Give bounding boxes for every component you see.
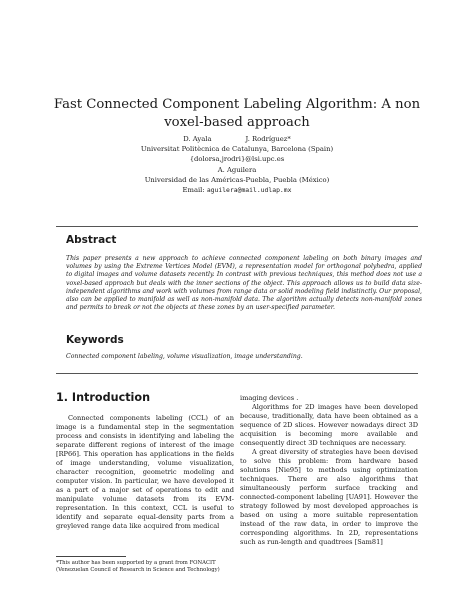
author-emails: {dolorsa,jrodri}@lsi.upc.es <box>189 155 285 164</box>
paragraph: Connected components labeling (CCL) of an image is a fundamental step in the segmentation process and consists in identifying and labeling the separate different regions of interest of the image [RP66]. This operation has applications in the fields of image understanding, volume visualization, character recognition, geometric modeling and computer vision. In particular, we have developed it as a part of a major set of operations to edit and manipulate volume datasets from its EVM-representation. In this context, CCL is useful to identify and separate equal-density parts from a greyleved range data like acquired from medical <box>56 414 234 530</box>
abstract-body: This paper presents a new approach to achieve connected component labeling on both binary images and volumes by using the Extreme Vertices Model (EVM), a representation model for orthogonal polyhedra, applied to digital images and volume datasets recently. In contrast with previous techniques, this method does not use a voxel-based approach but deals with the inner sections of the object. This approach allows us to build data size-independent algorithms and work with volumes from range data or solid modeling field indistinctly. Our proposal, also can be applied to manifold as well as non-manifold data. The algorithm actually detects non-manifold zones and permits to break or not the objects at these zones by an user-specified parameter. <box>66 255 422 312</box>
affiliation: Universidad de las Américas-Puebla, Puebla (México) <box>144 175 330 184</box>
abstract-bottom-rule <box>56 373 418 374</box>
author-block <box>40 134 434 195</box>
author-email-line <box>40 185 434 195</box>
text-column-left <box>56 414 234 531</box>
email-label: Email: <box>182 186 205 195</box>
abstract-heading: Abstract <box>66 234 117 246</box>
author-names-row <box>40 134 434 144</box>
paragraph: imaging devices . <box>240 394 299 402</box>
keywords-heading: Keywords <box>66 334 124 346</box>
footnote-rule <box>56 556 126 557</box>
abstract-top-rule <box>56 226 418 227</box>
author-name: D. Ayala <box>183 135 212 143</box>
paragraph: A great diversity of strategies have been devised to solve this problem: from hardware based solutions [Nie95] to methods using optimization techniques. There are also algorithms that simultaneously perform surface tracking and connected-component labeling [UA91]. However the strategy followed by most developed approaches is based on using a more suitable representation instead of the raw data, in order to improve the corresponding algorithms. In 2D, representations such as run-length and quadtrees [Sam81] <box>240 448 418 546</box>
author-name: J. Rodríguez* <box>245 135 291 143</box>
keywords-body: Connected component labeling, volume visualization, image understanding. <box>66 353 303 360</box>
affiliation: Universitat Politècnica de Catalunya, Barcelona (Spain) <box>140 145 334 154</box>
author-name: A. Aguilera <box>217 165 257 174</box>
paper-title: Fast Connected Component Labeling Algorithm: A non voxel-based approach <box>53 97 421 130</box>
footnote: *This author has been supported by a grant from FONACIT (Venezuelan Council of Research in Science and Technology) <box>56 560 220 574</box>
author-email: aguilera@mail.udlap.mx <box>206 186 292 195</box>
section-heading-introduction: 1. Introduction <box>56 391 151 404</box>
text-column-right <box>240 394 418 547</box>
paragraph: Algorithms for 2D images have been developed because, traditionally, data have been obtained as a sequence of 2D slices. However nowadays direct 3D acquisition is becoming more available and consequently direct 3D techniques are necessary. <box>240 403 418 447</box>
